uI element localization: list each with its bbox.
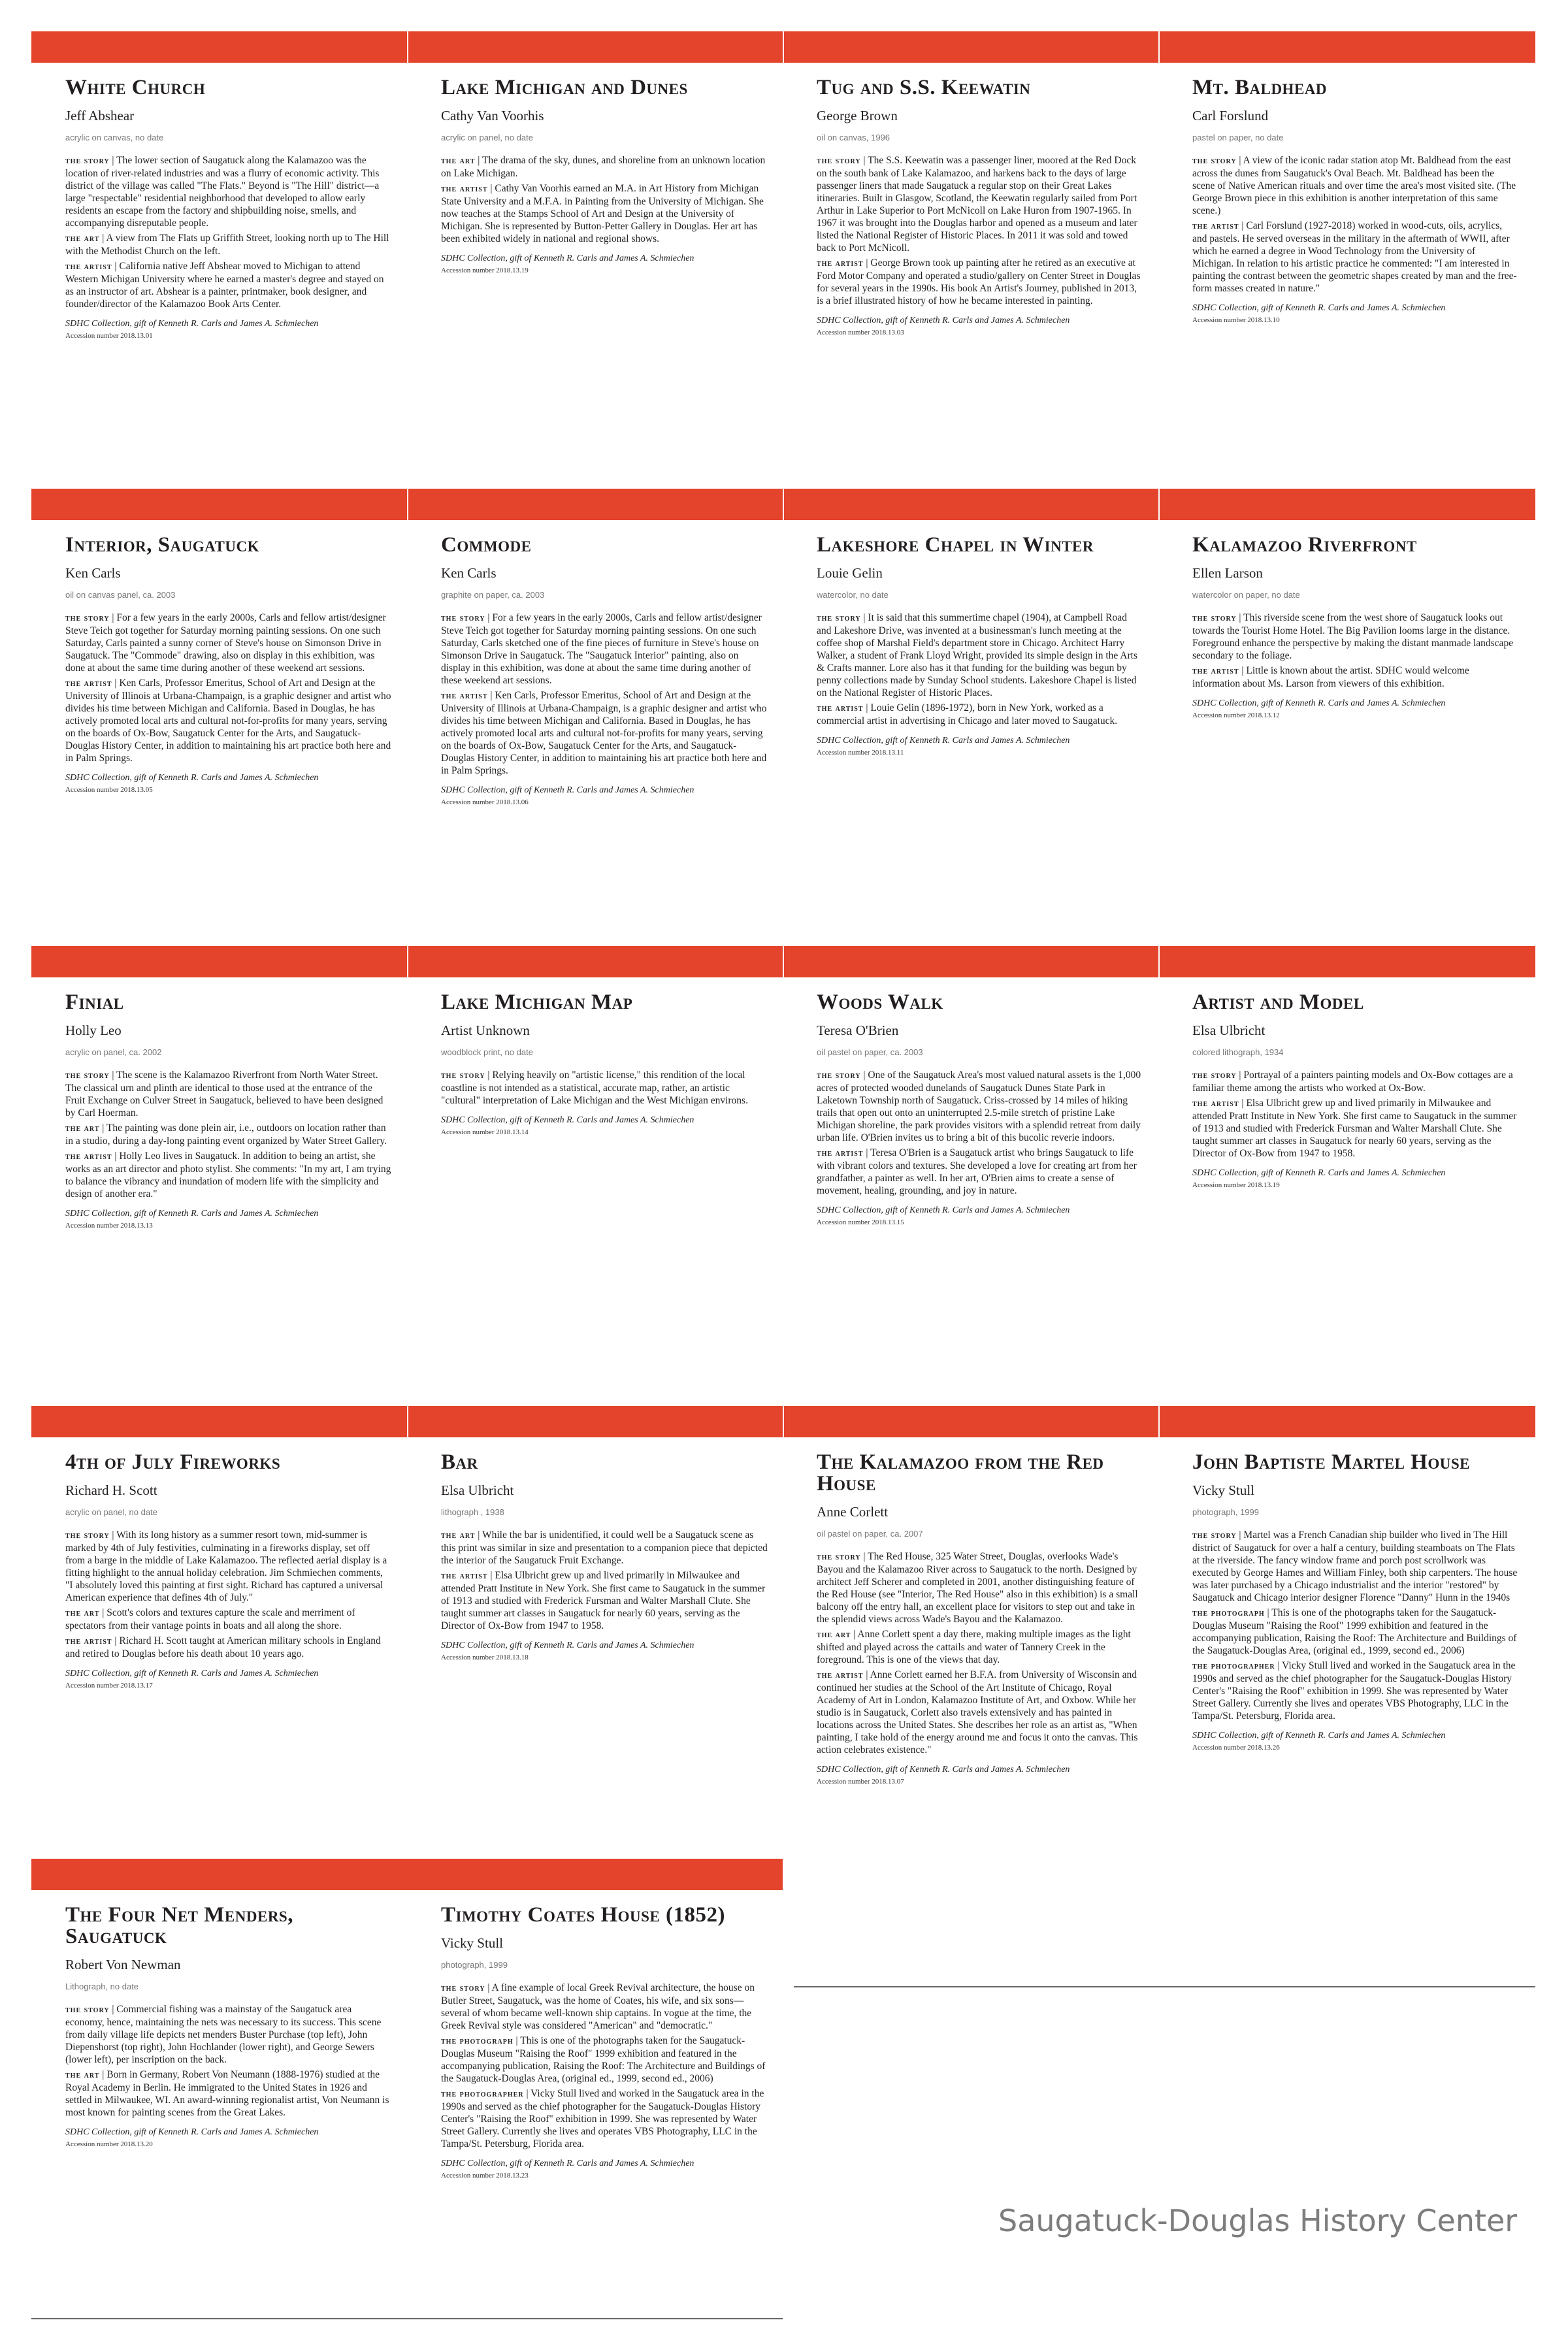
- section-label: the art: [441, 1531, 476, 1541]
- section-separator: |: [99, 1607, 107, 1618]
- accession-number: Accession number 2018.13.18: [441, 1654, 529, 1661]
- label-card: [441, 1904, 768, 2180]
- section-label: the photographer: [1192, 1661, 1275, 1671]
- section-label: the art: [65, 1124, 100, 1134]
- section-separator: |: [863, 1669, 870, 1680]
- medium-date: colored lithograph, 1934: [1192, 1047, 1284, 1057]
- section-separator: |: [860, 1551, 868, 1562]
- card-title: The Four Net Menders, Saugatuck: [65, 1903, 293, 1948]
- label-card: [441, 534, 768, 807]
- medium-date: oil pastel on paper, ca. 2007: [817, 1529, 923, 1539]
- section-separator: |: [487, 690, 495, 701]
- accession-number: Accession number 2018.13.19: [1192, 1181, 1280, 1189]
- accession-number: Accession number 2018.13.01: [65, 332, 153, 340]
- collection-credit: SDHC Collection, gift of Kenneth R. Carls and James A. Schmiechen: [817, 1765, 1070, 1774]
- section-separator: |: [112, 678, 120, 689]
- section-text: Ken Carls, Professor Emeritus, School of Art and Design at the University of Illinois at Urbana-Champaign, is a graphic designer and artist who divides his time between Michigan and California. Based in Douglas, he has actively promoted local arts and cultural not-for-profits for many years, serving on the boards of Ox-Bow, Saugatuck Center for the Arts, and Saugatuck-Douglas History Center, in addition to maintaining his art practice both here and in Palm Springs.: [65, 678, 391, 764]
- section-text: Scott's colors and textures capture the scale and merriment of spectators from their vantage points in boats and all along the shore.: [65, 1607, 355, 1631]
- artist-name: Jeff Abshear: [65, 108, 135, 123]
- section-separator: |: [1239, 665, 1247, 676]
- card-title: Lake Michigan and Dunes: [441, 76, 688, 99]
- medium-date: oil pastel on paper, ca. 2003: [817, 1047, 923, 1057]
- section-label: the artist: [65, 1637, 112, 1646]
- card-section: [65, 1635, 392, 1660]
- collection-credit: SDHC Collection, gift of Kenneth R. Carls and James A. Schmiechen: [441, 1641, 694, 1650]
- card-section: [441, 154, 768, 180]
- section-text: The Red House, 325 Water Street, Douglas, overlooks Wade's Bayou and the Kalamazoo River across to Saugatuck to the north. Designed by architect Jeff Scherer and completed in 2001, another distinguishing feature of the Red House (see "Interior, The Red House" also in this exhibition) is a small balcony off the entry hall, an excellent place for visitors to step out and take in the splendid views across Wade's Bayou and the Kalamazoo.: [817, 1551, 1138, 1625]
- section-text: The lower section of Saugatuck along the Kalamazoo was the location of river-related industries and was a flurry of economic activity. This district of the village was called "The Flats." Beyond is "The Hill" district—a large "respectable" residential neighborhood that developed to allow early residents an escape from the factory and shipbuilding noise, smells, and accompanying disreputable people.: [65, 155, 380, 229]
- card-section: [441, 182, 768, 245]
- accession-number: Accession number 2018.13.17: [65, 1682, 153, 1690]
- bar-divider: [407, 489, 408, 520]
- card-title: Tug and S.S. Keewatin: [817, 76, 1031, 99]
- collection-credit: SDHC Collection, gift of Kenneth R. Carls and James A. Schmiechen: [65, 773, 319, 783]
- section-label: the artist: [817, 1149, 864, 1158]
- section-separator: |: [109, 1070, 117, 1081]
- bar-divider: [407, 1406, 408, 1437]
- card-section: [441, 1982, 768, 2032]
- section-separator: |: [1264, 1607, 1272, 1618]
- collection-credit: SDHC Collection, gift of Kenneth R. Carls and James A. Schmiechen: [1192, 698, 1446, 708]
- artist-name: Louie Gelin: [817, 565, 883, 581]
- medium-date: acrylic on panel, no date: [65, 1507, 157, 1517]
- card-section: [1192, 1097, 1519, 1160]
- section-label: the artist: [817, 704, 864, 713]
- section-separator: |: [1239, 1098, 1247, 1109]
- card-title: Finial: [65, 990, 124, 1014]
- artist-name: Vicky Stull: [1192, 1482, 1254, 1498]
- section-text: With its long history as a summer resort town, mid-summer is marked by 4th of July festivities, culminating in a fireworks display, set off from a barge in the middle of Lake Kalamazoo. The reflected aerial display is a fitting highlight to the annual holiday celebration. Jim Schmiechen comments, "I absolutely loved this painting at first sight. Richard has captured a universal American experience that defines 4th of July.": [65, 1529, 387, 1603]
- collection-credit: SDHC Collection, gift of Kenneth R. Carls and James A. Schmiechen: [65, 319, 319, 329]
- section-text: Elsa Ulbricht grew up and lived primarily in Milwaukee and attended Pratt Institute in New York. She first came to Saugatuck in the summer of 1913 and studied with Frederick Fursman and Walter Marshall Clute. She taught summer art classes in Saugatuck for nearly 60 years, serving as the Director of Ox-Bow from 1947 to 1958.: [1192, 1098, 1517, 1159]
- section-label: the artist: [1192, 1099, 1239, 1109]
- section-text: Elsa Ulbricht grew up and lived primarily in Milwaukee and attended Pratt Institute in New York. She first came to Saugatuck in the summer of 1913 and studied with Frederick Fursman and Walter Marshall Clute. She taught summer art classes in Saugatuck for nearly 60 years, serving as the Director of Ox-Bow from 1947 to 1958.: [441, 1570, 766, 1631]
- label-card: [65, 534, 392, 794]
- artist-name: Ellen Larson: [1192, 565, 1263, 581]
- section-label: the photograph: [1192, 1609, 1265, 1618]
- section-label: the art: [441, 156, 476, 166]
- card-title: Artist and Model: [1192, 990, 1364, 1014]
- section-label: the story: [817, 156, 861, 166]
- artist-name: Ken Carls: [441, 565, 497, 581]
- section-text: California native Jeff Abshear moved to Michigan to attend Western Michigan University where he earned a master's degree and stayed on as an instructor of art. Abshear is a painter, printmaker, book designer, and founder/director of the Kalamazoo Book Arts Center.: [65, 261, 384, 310]
- accession-number: Accession number 2018.13.12: [1192, 711, 1280, 719]
- section-label: the artist: [1192, 221, 1239, 231]
- section-text: Richard H. Scott taught at American military schools in England and retired to Douglas before his death about 10 years ago.: [65, 1635, 381, 1659]
- card-section: [441, 612, 768, 687]
- collection-credit: SDHC Collection, gift of Kenneth R. Carls and James A. Schmiechen: [1192, 303, 1446, 313]
- section-separator: |: [109, 612, 117, 623]
- section-text: The painting was done plein air, i.e., outdoors on location rather than in a studio, during a day-long painting event organized by Water Street Gallery.: [65, 1122, 387, 1147]
- medium-date: woodblock print, no date: [441, 1047, 533, 1057]
- card-section: [65, 232, 392, 257]
- card-section: [817, 257, 1143, 307]
- medium-date: acrylic on panel, ca. 2002: [65, 1047, 162, 1057]
- section-label: the artist: [817, 259, 864, 269]
- artist-name: Richard H. Scott: [65, 1482, 157, 1498]
- card-section: [65, 2068, 392, 2119]
- label-card: [1192, 77, 1519, 325]
- bar-divider: [1158, 31, 1160, 63]
- artist-name: Robert Von Newman: [65, 1957, 181, 1972]
- accession-number: Accession number 2018.13.14: [441, 1128, 529, 1136]
- section-separator: |: [112, 1635, 120, 1646]
- artist-name: Elsa Ulbricht: [1192, 1022, 1266, 1038]
- section-separator: |: [1236, 1070, 1244, 1081]
- card-section: [817, 1550, 1143, 1625]
- section-label: the story: [441, 1984, 485, 1993]
- section-label: the artist: [1192, 666, 1239, 676]
- section-separator: |: [860, 612, 868, 623]
- section-text: A view of the iconic radar station atop Mt. Baldhead from the east across the dunes from Saugatuck's Oval Beach. Mt. Baldhead has been the scene of Native American rituals and over time the area's most visited site. (The George Brown piece in this exhibition is another interpretation of this same scene.): [1192, 155, 1516, 216]
- label-card: [441, 992, 768, 1137]
- section-text: It is said that this summertime chapel (1904), at Campbell Road and Lakeshore Drive, was invented at a businessman's lunch meeting at the coffee shop of Marshal Field's department store in Chicago. Architect Harry Walker, a student of Frank Lloyd Wright, provided its simple design in the Arts & Crafts manner. Lore also has it that funding for the building was begun by penny collections made by Sunday School students. Lakeshore Chapel is listed on the National Register of Historic Places.: [817, 612, 1137, 698]
- section-label: the story: [817, 1071, 861, 1081]
- section-label: the story: [441, 613, 485, 623]
- bar-divider: [1158, 946, 1160, 977]
- card-section: [1192, 1069, 1519, 1094]
- card-section: [817, 154, 1143, 254]
- card-title: Lakeshore Chapel in Winter: [817, 533, 1094, 557]
- section-separator: |: [860, 155, 868, 166]
- artist-name: Ken Carls: [65, 565, 121, 581]
- accession-number: Accession number 2018.13.11: [817, 749, 904, 757]
- accession-number: Accession number 2018.13.15: [817, 1218, 904, 1226]
- artist-name: Cathy Van Voorhis: [441, 108, 544, 123]
- section-text: Teresa O'Brien is a Saugatuck artist who brings Saugatuck to life with vibrant colors and textures. She developed a love for creating art from her grandfather, a painter as well. In her art, O'Brien aims to create a sense of movement, healing, grounding, and joy in nature.: [817, 1147, 1137, 1196]
- collection-credit: SDHC Collection, gift of Kenneth R. Carls and James A. Schmiechen: [441, 1115, 694, 1125]
- card-section: [65, 1607, 392, 1632]
- medium-date: graphite on paper, ca. 2003: [441, 590, 545, 600]
- collection-credit: SDHC Collection, gift of Kenneth R. Carls and James A. Schmiechen: [817, 316, 1070, 325]
- section-text: For a few years in the early 2000s, Carls and fellow artist/designer Steve Teich got together for Saturday morning painting sessions. On one such Saturday, Carls sketched one of the fine pieces of furniture in Steve's house on Simonson Drive in Saugatuck. The "Saugatuck Interior" painting, also on display in this exhibition, was done at about the same time during another of these weekend art sessions.: [441, 612, 762, 686]
- artist-name: Artist Unknown: [441, 1022, 530, 1038]
- section-label: the story: [1192, 1531, 1237, 1541]
- artist-name: Carl Forslund: [1192, 108, 1269, 123]
- section-separator: |: [99, 233, 106, 244]
- label-card: [65, 1904, 392, 2149]
- artist-name: George Brown: [817, 108, 898, 123]
- label-card: [1192, 1452, 1519, 1752]
- section-text: This riverside scene from the west shore of Saugatuck looks out towards the Tourist Home Hotel. The Big Pavilion looms large in the distance. Foreground enhance the perspective by making the distant manmade landscape secondary to the foliage.: [1192, 612, 1514, 661]
- section-separator: |: [485, 1070, 493, 1081]
- card-title: Lake Michigan Map: [441, 990, 633, 1014]
- section-label: the artist: [441, 1571, 488, 1581]
- section-separator: |: [109, 1529, 117, 1541]
- card-title: Bar: [441, 1450, 478, 1474]
- section-label: the artist: [441, 184, 488, 194]
- section-separator: |: [487, 183, 495, 194]
- collection-credit: SDHC Collection, gift of Kenneth R. Carls and James A. Schmiechen: [817, 1205, 1070, 1215]
- section-label: the art: [817, 1630, 851, 1640]
- card-section: [1192, 1659, 1519, 1722]
- section-label: the artist: [65, 1152, 112, 1162]
- card-title: Timothy Coates House (1852): [441, 1903, 726, 1927]
- collection-credit: SDHC Collection, gift of Kenneth R. Carls and James A. Schmiechen: [817, 736, 1070, 745]
- accession-number: Accession number 2018.13.06: [441, 798, 529, 806]
- card-section: [441, 2087, 768, 2150]
- medium-date: acrylic on canvas, no date: [65, 133, 164, 142]
- section-label: the photograph: [441, 2036, 514, 2046]
- card-title: Mt. Baldhead: [1192, 76, 1328, 99]
- section-separator: |: [475, 1529, 482, 1541]
- section-text: The scene is the Kalamazoo Riverfront from North Water Street. The classical urn and plinth are identical to those used at the entrance of the Fruit Exchange on Culver Street in Saugatuck, believed to have been designed by Carl Hoerman.: [65, 1070, 384, 1119]
- card-section: [817, 1628, 1143, 1666]
- section-text: One of the Saugatuck Area's most valued natural assets is the 1,000 acres of protected wooded dunelands of Saugatuck Dunes State Park in Laketown Township north of Saugatuck. Criss-crossed by 14 miles of hiking trails that open out onto an uninterrupted 2.5-mile stretch of pristine Lake Michigan shoreline, the park provides visitors with a splendid retreat from daily urban life. O'Brien invites us to bring a bit of this bucolic reverie indoors.: [817, 1070, 1141, 1143]
- section-text: Relying heavily on "artistic license," this rendition of the local coastline is not intended as a statistical, accurate map, rather, an artistic "cultural" interpretation of Lake Michigan and the West Michigan environs.: [441, 1070, 748, 1106]
- section-text: A fine example of local Greek Revival architecture, the house on Butler Street, Saugatuck, was the home of Coates, his wife, and six sons—several of whom became well-known ship captains. In vogue at the time, the Greek Revival style was considered "American" and "democratic.": [441, 1982, 755, 2031]
- label-card: [817, 534, 1143, 757]
- artist-name: Vicky Stull: [441, 1935, 503, 1951]
- card-section: [1192, 1607, 1519, 1657]
- accession-number: Accession number 2018.13.19: [441, 267, 529, 274]
- collection-credit: SDHC Collection, gift of Kenneth R. Carls and James A. Schmiechen: [65, 1669, 319, 1678]
- bar-divider: [783, 31, 784, 63]
- section-label: the story: [1192, 1071, 1237, 1081]
- collection-credit: SDHC Collection, gift of Kenneth R. Carls and James A. Schmiechen: [441, 2159, 694, 2168]
- card-section: [441, 1569, 768, 1632]
- medium-date: photograph, 1999: [1192, 1507, 1259, 1517]
- card-section: [817, 1147, 1143, 1197]
- card-section: [1192, 1529, 1519, 1604]
- section-label: the story: [441, 1071, 485, 1081]
- section-label: the artist: [65, 679, 112, 689]
- card-title: Commode: [441, 533, 532, 557]
- card-title: Woods Walk: [817, 990, 943, 1014]
- section-separator: |: [475, 155, 482, 166]
- card-section: [817, 702, 1143, 727]
- section-label: the story: [65, 156, 110, 166]
- section-text: Anne Corlett spent a day there, making multiple images as the light shifted and played across the cattails and water of Tannery Creek in the foreground. This is one of the views that day.: [817, 1629, 1131, 1665]
- label-card: [1192, 992, 1519, 1190]
- card-title: Kalamazoo Riverfront: [1192, 533, 1417, 557]
- card-title: White Church: [65, 76, 206, 99]
- section-label: the story: [1192, 613, 1237, 623]
- section-text: Carl Forslund (1927-2018) worked in wood-cuts, oils, acrylics, and pastels. He served overseas in the military in the aftermath of WWII, after which he earned a degree in Wood Technology from the University of Michigan. In relation to his artistic practice he commented: "I am interested in painting the contrast between the geometric shapes created by man and the free-form masses created in nature.": [1192, 220, 1517, 294]
- section-text: Vicky Stull lived and worked in the Saugatuck area in the 1990s and served as the chief photographer for the Saugatuck-Douglas History Center's "Raising the Roof" exhibition in 1999. She was represented by Water Street Gallery. Currently she lives and operates VBS Photography, LLC in the Tampa/St. Petersburg, Florida area.: [1192, 1660, 1516, 1722]
- bar-divider: [1158, 1406, 1160, 1437]
- collection-credit: SDHC Collection, gift of Kenneth R. Carls and James A. Schmiechen: [1192, 1168, 1446, 1178]
- card-section: [65, 612, 392, 674]
- divider-rule: [794, 1986, 1535, 1987]
- card-section: [441, 1529, 768, 1567]
- section-separator: |: [112, 1151, 120, 1162]
- section-text: While the bar is unidentified, it could well be a Saugatuck scene as this print was similar in size and presentation to a companion piece that depicted the interior of the Saugatuck Fruit Exchange.: [441, 1529, 768, 1566]
- bar-divider: [783, 489, 784, 520]
- bar-divider: [407, 946, 408, 977]
- medium-date: watercolor, no date: [817, 590, 889, 600]
- section-label: the story: [65, 1071, 110, 1081]
- section-separator: |: [860, 1070, 868, 1081]
- label-card: [65, 992, 392, 1230]
- card-section: [1192, 154, 1519, 217]
- card-section: [65, 1150, 392, 1200]
- accession-number: Accession number 2018.13.05: [65, 786, 153, 794]
- section-text: Cathy Van Voorhis earned an M.A. in Art History from Michigan State University and a M.F.A. in Painting from the University of Michigan. She now teaches at the Stamps School of Art and Design at the University of Michigan. She is represented by Button-Petter Gallery in Douglas. Her art has been exhibited widely in national and regional shows.: [441, 183, 764, 244]
- section-text: George Brown took up painting after he retired as an executive at Ford Motor Company and operated a studio/gallery on Center Street in Douglas for several years in the 1990s. His book An Artist's Journey, published in 2013, is a brief illustrated history of how he became interested in painting.: [817, 257, 1141, 306]
- section-separator: |: [1236, 1529, 1244, 1541]
- card-section: [1192, 664, 1519, 690]
- section-text: For a few years in the early 2000s, Carls and fellow artist/designer Steve Teich got together for Saturday morning painting sessions. On one such Saturday, Carls painted a sunny corner of Steve's house on Simonson Drive in Saugatuck. The "Commode" drawing, also on display in this exhibition, was done at about the same time during another of these weekend art sessions.: [65, 612, 386, 674]
- section-label: the story: [65, 2005, 110, 2015]
- section-separator: |: [109, 2004, 117, 2015]
- section-separator: |: [1239, 220, 1247, 231]
- section-separator: |: [99, 2069, 107, 2080]
- card-section: [817, 1669, 1143, 1756]
- card-section: [65, 1529, 392, 1604]
- section-label: the art: [65, 1609, 100, 1618]
- section-separator: |: [863, 1147, 871, 1158]
- card-title: John Baptiste Martel House: [1192, 1450, 1470, 1474]
- artist-name: Anne Corlett: [817, 1504, 889, 1520]
- divider-rule: [31, 2318, 783, 2319]
- card-section: [65, 2003, 392, 2066]
- section-text: Vicky Stull lived and worked in the Saugatuck area in the 1990s and served as the chief photographer for the Saugatuck-Douglas History Center's "Raising the Roof" exhibition in 1999. She was represented by Water Street Gallery. Currently she lives and operates VBS Photography, LLC in the Tampa/St. Petersburg, Florida area.: [441, 2088, 764, 2149]
- card-title: 4th of July Fireworks: [65, 1450, 281, 1474]
- medium-date: oil on canvas panel, ca. 2003: [65, 590, 176, 600]
- card-section: [65, 154, 392, 229]
- section-text: Ken Carls, Professor Emeritus, School of Art and Design at the University of Illinois at Urbana-Champaign, is a graphic designer and artist who divides his time between Michigan and California. Based in Douglas, he has actively promoted local arts and cultural not-for-profits for many years, serving on the boards of Ox-Bow, Saugatuck Center for the Arts, and Saugatuck-Douglas History Center, in addition to maintaining his art practice both here and in Palm Springs.: [441, 690, 767, 776]
- section-text: Portrayal of a painters painting models and Ox-Bow cottages are a familiar theme among the artists who worked at Ox-Bow.: [1192, 1070, 1513, 1094]
- card-section: [817, 612, 1143, 699]
- section-separator: |: [487, 1570, 495, 1581]
- card-section: [441, 1069, 768, 1107]
- section-text: Martel was a French Canadian ship builder who lived in The Hill district of Saugatuck for over a half a century, building steamboats on The Flats at the riverside. The fancy window frame and porch post scrollwork was executed by George Hames and William Finley, both ship carpenters. The house was later purchased by a Chicago industrialist and the interior "restored" by Saugatuck and Chicago interior designer Florence "Danny" Hunn in the 1940s: [1192, 1529, 1518, 1603]
- card-section: [817, 1069, 1143, 1144]
- section-label: the story: [817, 613, 861, 623]
- section-separator: |: [485, 1982, 492, 1993]
- section-label: the story: [65, 613, 110, 623]
- section-label: the artist: [441, 691, 488, 701]
- artist-name: Teresa O'Brien: [817, 1022, 899, 1038]
- card-section: [65, 677, 392, 764]
- label-card: [817, 992, 1143, 1227]
- accession-number: Accession number 2018.13.10: [1192, 316, 1280, 324]
- label-card: [817, 77, 1143, 337]
- medium-date: acrylic on panel, no date: [441, 133, 533, 142]
- section-text: This is one of the photographs taken for the Saugatuck-Douglas Museum "Raising the Roof" 1999 exhibition and featured in the accompanying publication, Raising the Roof: The Architecture and Buildings of the Saugatuck-Douglas Area, (original ed., 1999, second ed., 2006): [1192, 1607, 1517, 1656]
- medium-date: watercolor on paper, no date: [1192, 590, 1300, 600]
- medium-date: photograph, 1999: [441, 1960, 508, 1970]
- section-separator: |: [1236, 612, 1244, 623]
- section-text: The drama of the sky, dunes, and shoreline from an unknown location on Lake Michigan.: [441, 155, 766, 179]
- bar-divider: [783, 946, 784, 977]
- brand-wordmark: Saugatuck-Douglas History Center: [998, 2203, 1518, 2238]
- section-text: Born in Germany, Robert Von Neumann (1888-1976) studied at the Royal Academy in Berlin. He immigrated to the United States in 1926 and settled in Milwaukee, WI. An award-winning regionalist artist, Von Neumann is most known for painting scenes from the Great Lakes.: [65, 2069, 389, 2118]
- collection-credit: SDHC Collection, gift of Kenneth R. Carls and James A. Schmiechen: [65, 1209, 319, 1218]
- medium-date: Lithograph, no date: [65, 1982, 139, 1991]
- section-separator: |: [1236, 155, 1243, 166]
- card-title: Interior, Saugatuck: [65, 533, 260, 557]
- section-text: Louie Gelin (1896-1972), born in New York, worked as a commercial artist in advertising in Chicago and later moved to Saugatuck.: [817, 702, 1118, 727]
- section-text: Anne Corlett earned her B.F.A. from University of Wisconsin and continued her studies at the School of the Art Institute of Chicago, Royal Academy of Art in London, Kalamazoo Institute of Art, and Oxbow. While her studio is in Saugatuck, Corlett also travels extensively and has painted in locations across the United States. She describes her role as an artist as, "When painting, I take hold of the energy around me and focus it onto the canvas. This action celebrates existence.": [817, 1669, 1138, 1756]
- card-title: The Kalamazoo from the Red House: [817, 1450, 1104, 1495]
- section-separator: |: [513, 2035, 521, 2046]
- medium-date: lithograph , 1938: [441, 1507, 504, 1517]
- collection-credit: SDHC Collection, gift of Kenneth R. Carls and James A. Schmiechen: [441, 253, 694, 263]
- section-label: the photographer: [441, 2089, 524, 2099]
- medium-date: pastel on paper, no date: [1192, 133, 1284, 142]
- card-section: [1192, 612, 1519, 662]
- section-separator: |: [863, 702, 871, 713]
- section-separator: |: [485, 612, 493, 623]
- card-section: [65, 260, 392, 310]
- collection-credit: SDHC Collection, gift of Kenneth R. Carls and James A. Schmiechen: [441, 785, 694, 795]
- section-text: Commercial fishing was a mainstay of the Saugatuck area economy, hence, maintaining the nets was necessary to its success. This scene from daily village life depicts net menders Buster Purchase (top left), John Diepenshorst (top right), John Hochlander (lower right), and George Sewers (lower left), per inscription on the back.: [65, 2004, 382, 2065]
- header-bar-row-5: [31, 1859, 783, 1890]
- section-label: the art: [65, 2070, 100, 2080]
- section-text: A view from The Flats up Griffith Street, looking north up to The Hill with the Methodist Church on the left.: [65, 233, 389, 257]
- label-card: [441, 77, 768, 275]
- section-text: Little is known about the artist. SDHC would welcome information about Ms. Larson from viewers of this exhibition.: [1192, 665, 1469, 689]
- accession-number: Accession number 2018.13.20: [65, 2140, 153, 2148]
- accession-number: Accession number 2018.13.13: [65, 1222, 153, 1230]
- section-separator: |: [109, 155, 117, 166]
- section-separator: |: [523, 2088, 531, 2099]
- label-card: [441, 1452, 768, 1662]
- section-label: the art: [65, 234, 100, 244]
- medium-date: oil on canvas, 1996: [817, 133, 890, 142]
- bar-divider: [1158, 489, 1160, 520]
- label-card: [65, 77, 392, 340]
- card-section: [441, 689, 768, 777]
- collection-credit: SDHC Collection, gift of Kenneth R. Carls and James A. Schmiechen: [1192, 1731, 1446, 1740]
- section-label: the artist: [817, 1671, 864, 1680]
- accession-number: Accession number 2018.13.23: [441, 2172, 529, 2180]
- section-label: the artist: [65, 262, 112, 272]
- accession-number: Accession number 2018.13.03: [817, 329, 904, 336]
- section-text: The S.S. Keewatin was a passenger liner, moored at the Red Dock on the south bank of Lake Kalamazoo, and harkens back to the days of large passenger liners that made Saugatuck a regular stop on their Great Lakes itineraries. Built in Glasgow, Scotland, the Keewatin regularly sailed from Port Arthur in Lake Superior to Port McNicoll on Lake Huron from 1907-1965. In 1967 it was brought into the Douglas harbor and opened as a museum and later listed the National Register of Historic Places. In 2011 it was sold and towed back to Port McNicoll.: [817, 155, 1137, 253]
- collection-credit: SDHC Collection, gift of Kenneth R. Carls and James A. Schmiechen: [65, 2127, 319, 2137]
- section-label: the story: [1192, 156, 1237, 166]
- section-separator: |: [863, 257, 871, 269]
- section-separator: |: [1275, 1660, 1282, 1671]
- card-section: [65, 1122, 392, 1147]
- label-card: [65, 1452, 392, 1690]
- artist-name: Holly Leo: [65, 1022, 122, 1038]
- section-text: This is one of the photographs taken for the Saugatuck-Douglas Museum "Raising the Roof" 1999 exhibition and featured in the accompanying publication, Raising the Roof: The Architecture and Buildings of the Saugatuck-Douglas Area, (original ed., 1999, second ed., 2006): [441, 2035, 766, 2084]
- card-section: [1192, 220, 1519, 295]
- label-card: [817, 1452, 1143, 1786]
- section-separator: |: [99, 1122, 106, 1134]
- accession-number: Accession number 2018.13.26: [1192, 1744, 1280, 1752]
- card-section: [65, 1069, 392, 1119]
- card-section: [441, 2034, 768, 2085]
- artist-name: Elsa Ulbricht: [441, 1482, 514, 1498]
- bar-divider: [783, 1406, 784, 1437]
- accession-number: Accession number 2018.13.07: [817, 1778, 904, 1786]
- section-separator: |: [851, 1629, 858, 1640]
- section-separator: |: [112, 261, 120, 272]
- bar-divider: [407, 31, 408, 63]
- section-label: the story: [65, 1531, 110, 1541]
- section-label: the story: [817, 1552, 861, 1562]
- section-text: Holly Leo lives in Saugatuck. In addition to being an artist, she works as an art director and photo stylist. She comments: "In my art, I am trying to balance the vibrancy and inundation of modern life with the simplicity and design of another era.": [65, 1151, 391, 1200]
- label-card: [1192, 534, 1519, 720]
